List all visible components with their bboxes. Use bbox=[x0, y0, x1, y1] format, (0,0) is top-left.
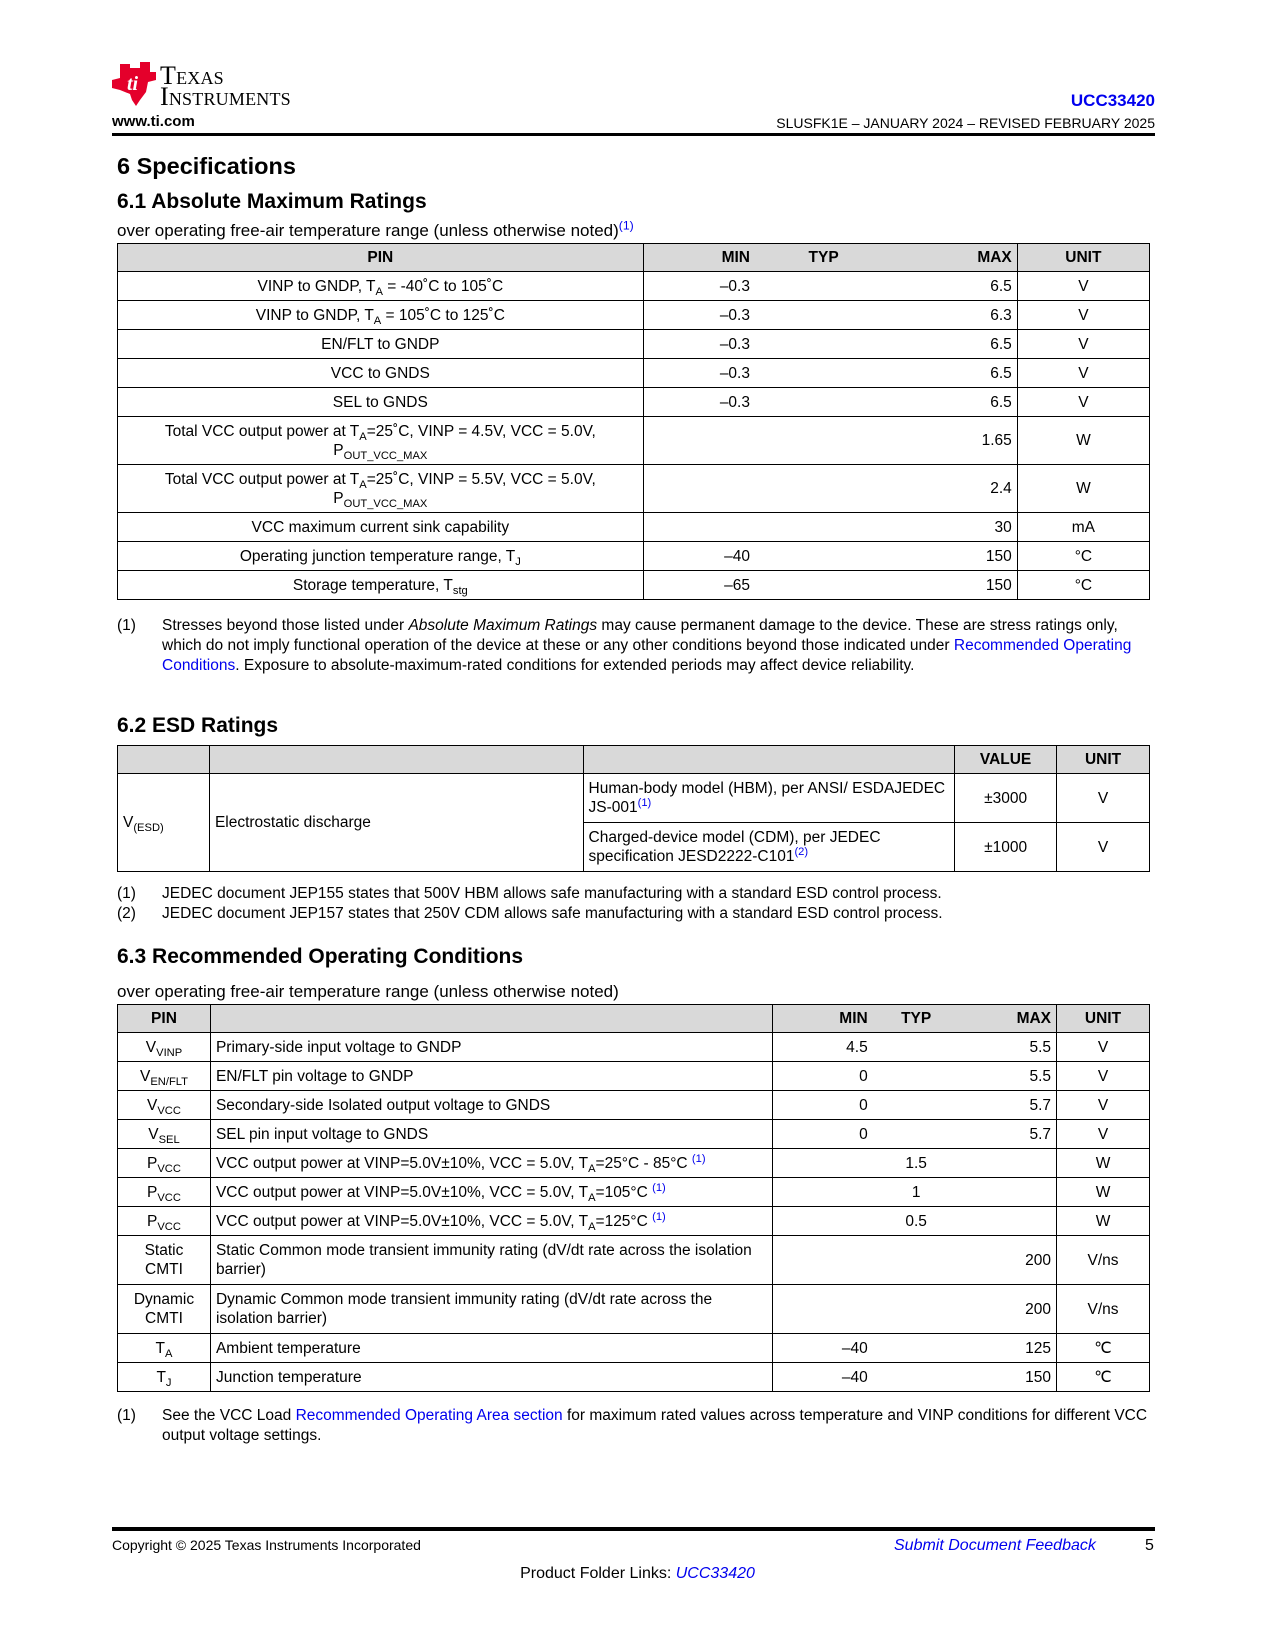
pin-cell: $V_{EN/FLT}$ bbox=[118, 1062, 211, 1091]
typ-cell bbox=[755, 301, 892, 330]
website-link[interactable]: www.ti.com bbox=[112, 113, 195, 130]
pin-cell: $V_{SEL}$ bbox=[118, 1120, 211, 1149]
max-cell: 30 bbox=[892, 513, 1017, 542]
table-row bbox=[118, 1062, 1150, 1091]
copyright: Copyright © 2025 Texas Instruments Incorporated bbox=[112, 1537, 421, 1553]
pin-cell: VCC maximum current sink capability bbox=[118, 513, 644, 542]
col-header-unit: UNIT bbox=[1057, 1005, 1150, 1033]
roc-title: 6.3 Recommended Operating Conditions bbox=[117, 945, 524, 968]
footnote-text: See the VCC Load Recommended Operating Area section for maximum rated values across temperature and VINP conditions for different VCC output voltage settings. bbox=[162, 1407, 1148, 1444]
min-cell: –40 bbox=[773, 1334, 873, 1363]
abs-max-title: 6.1 Absolute Maximum Ratings bbox=[117, 190, 427, 213]
col-header-desc bbox=[210, 1005, 772, 1033]
pin-cell: VCC to GNDS bbox=[118, 359, 644, 388]
pin-cell: $T_A$ bbox=[118, 1334, 211, 1363]
table-row bbox=[118, 272, 1150, 301]
footnote-ref[interactable]: (1) bbox=[652, 1181, 666, 1194]
min-cell bbox=[773, 1207, 873, 1236]
unit-cell: V bbox=[1057, 774, 1150, 823]
roc-link[interactable]: Recommended Operating Conditions bbox=[162, 637, 1132, 674]
typ-cell bbox=[873, 1285, 960, 1334]
pin-cell: $P_{VCC}$ bbox=[118, 1149, 211, 1178]
min-cell: –0.3 bbox=[643, 388, 755, 417]
col-header-min: MIN bbox=[773, 1005, 873, 1033]
min-cell: –65 bbox=[643, 571, 755, 600]
value-cell: ±3000 bbox=[955, 774, 1057, 823]
max-cell: 200 bbox=[960, 1285, 1057, 1334]
desc-cell: Ambient temperature bbox=[210, 1334, 772, 1363]
typ-cell: 1.5 bbox=[873, 1149, 960, 1178]
caption-text: over operating free-air temperature range (unless otherwise noted) bbox=[117, 221, 619, 240]
min-cell bbox=[773, 1149, 873, 1178]
max-cell: 5.5 bbox=[960, 1062, 1057, 1091]
pin-cell: Static CMTI bbox=[118, 1236, 211, 1285]
logo-line-2: Instruments bbox=[160, 82, 291, 111]
min-cell: 4.5 bbox=[773, 1033, 873, 1062]
max-cell: 150 bbox=[892, 542, 1017, 571]
desc-cell: Static Common mode transient immunity rating (dV/dt rate across the isolation barrier) bbox=[210, 1236, 772, 1285]
abs-max-table bbox=[117, 243, 1150, 600]
table-header-row bbox=[118, 746, 1150, 774]
typ-cell bbox=[755, 571, 892, 600]
col-header-typ: TYP bbox=[755, 244, 892, 272]
typ-cell bbox=[873, 1062, 960, 1091]
pin-cell: Dynamic CMTI bbox=[118, 1285, 211, 1334]
table-row bbox=[118, 1363, 1150, 1392]
min-cell: –0.3 bbox=[643, 301, 755, 330]
col-header-min: MIN bbox=[643, 244, 755, 272]
desc-cell: Primary-side input voltage to GNDP bbox=[210, 1033, 772, 1062]
pin-cell: $V_{VCC}$ bbox=[118, 1091, 211, 1120]
table-row bbox=[118, 1285, 1150, 1334]
submit-feedback-link[interactable]: Submit Document Feedback bbox=[894, 1537, 1096, 1554]
pin-cell: $V_{VINP}$ bbox=[118, 1033, 211, 1062]
pin-cell: Operating junction temperature range, $T_J$ bbox=[118, 542, 644, 571]
footnote-text: JEDEC document JEP157 states that 250V CDM allows safe manufacturing with a standard ESD control process. bbox=[162, 905, 943, 922]
col-header-symbol bbox=[118, 746, 210, 774]
pin-cell: EN/FLT to GNDP bbox=[118, 330, 644, 359]
min-cell: 0 bbox=[773, 1062, 873, 1091]
col-header-max: MAX bbox=[960, 1005, 1057, 1033]
typ-cell: 0.5 bbox=[873, 1207, 960, 1236]
condition-cell: Human-body model (HBM), per ANSI/ ESDAJEDEC JS-001$^{(1)}$ bbox=[583, 774, 955, 823]
col-header-max: MAX bbox=[892, 244, 1017, 272]
unit-cell: °C bbox=[1017, 571, 1149, 600]
table-row bbox=[118, 1091, 1150, 1120]
desc-cell: Junction temperature bbox=[210, 1363, 772, 1392]
desc-cell: SEL pin input voltage to GNDS bbox=[210, 1120, 772, 1149]
pin-cell: VINP to GNDP, $T_A$ = -40˚C to 105˚C bbox=[118, 272, 644, 301]
table-row bbox=[118, 388, 1150, 417]
pin-cell: VINP to GNDP, $T_A$ = 105˚C to 125˚C bbox=[118, 301, 644, 330]
max-cell: 200 bbox=[960, 1236, 1057, 1285]
max-cell bbox=[960, 1178, 1057, 1207]
pin-cell: Total VCC output power at $T_A=25˚C$, VINP = 5.5V, VCC = 5.0V, $P_{OUT\_VCC\_MAX}$ bbox=[118, 465, 644, 513]
unit-cell: ℃ bbox=[1057, 1363, 1150, 1392]
logo-line-1: Texas bbox=[160, 61, 224, 90]
table-row bbox=[118, 1149, 1150, 1178]
max-cell: 125 bbox=[960, 1334, 1057, 1363]
desc-cell: Secondary-side Isolated output voltage to GNDS bbox=[210, 1091, 772, 1120]
pin-cell: $T_J$ bbox=[118, 1363, 211, 1392]
unit-cell: V/ns bbox=[1057, 1285, 1150, 1334]
typ-cell bbox=[873, 1091, 960, 1120]
table-row bbox=[118, 774, 1150, 823]
typ-cell: 1 bbox=[873, 1178, 960, 1207]
typ-cell bbox=[873, 1033, 960, 1062]
unit-cell: °C bbox=[1017, 542, 1149, 571]
unit-cell: V bbox=[1057, 823, 1150, 872]
unit-cell: W bbox=[1017, 417, 1149, 465]
max-cell: 150 bbox=[960, 1363, 1057, 1392]
min-cell: –0.3 bbox=[643, 359, 755, 388]
col-header-pin: PIN bbox=[118, 244, 644, 272]
min-cell bbox=[643, 465, 755, 513]
col-header-unit: UNIT bbox=[1017, 244, 1149, 272]
max-cell: 6.3 bbox=[892, 301, 1017, 330]
footnote-ref[interactable]: (1) bbox=[691, 1152, 706, 1165]
unit-cell: V bbox=[1017, 359, 1149, 388]
section-title: 6 Specifications bbox=[117, 153, 296, 179]
table-row bbox=[118, 513, 1150, 542]
unit-cell: V bbox=[1017, 388, 1149, 417]
col-header-value: VALUE bbox=[955, 746, 1057, 774]
typ-cell bbox=[873, 1120, 960, 1149]
min-cell bbox=[773, 1178, 873, 1207]
footnote-number: (2) bbox=[117, 905, 136, 922]
pin-cell: Total VCC output power at $T_A=25˚C$, VINP = 4.5V, VCC = 5.0V, $P_{OUT\_VCC\_MAX}$ bbox=[118, 417, 644, 465]
unit-cell: V bbox=[1017, 301, 1149, 330]
table-row bbox=[118, 571, 1150, 600]
unit-cell: V/ns bbox=[1057, 1236, 1150, 1285]
typ-cell bbox=[755, 359, 892, 388]
table-row bbox=[118, 1207, 1150, 1236]
value-cell: ±1000 bbox=[955, 823, 1057, 872]
col-header-typ: TYP bbox=[873, 1005, 960, 1033]
typ-cell bbox=[873, 1236, 960, 1285]
table-row bbox=[118, 1033, 1150, 1062]
table-row bbox=[118, 1120, 1150, 1149]
unit-cell: W bbox=[1017, 465, 1149, 513]
min-cell: –0.3 bbox=[643, 272, 755, 301]
table-row bbox=[118, 542, 1150, 571]
esd-title: 6.2 ESD Ratings bbox=[117, 714, 279, 737]
typ-cell bbox=[755, 513, 892, 542]
unit-cell: V bbox=[1057, 1033, 1150, 1062]
unit-cell: ℃ bbox=[1057, 1334, 1150, 1363]
desc-cell: VCC output power at VINP=5.0V±10%, VCC = 5.0V, $T_A=105^\circ C$ $^{(1)}$ bbox=[210, 1178, 772, 1207]
max-cell: 5.7 bbox=[960, 1091, 1057, 1120]
footnote-number: (1) bbox=[117, 1407, 136, 1424]
table-row bbox=[118, 465, 1150, 513]
max-cell: 1.65 bbox=[892, 417, 1017, 465]
footnote-ref[interactable]: (1) bbox=[618, 218, 634, 233]
roc-caption: over operating free-air temperature range (unless otherwise noted) bbox=[117, 982, 619, 1001]
ti-logo-icon bbox=[110, 60, 158, 108]
desc-cell: VCC output power at VINP=5.0V±10%, VCC = 5.0V, $T_A=25^\circ C - 85^\circ C$ $^{(1)}$ bbox=[210, 1149, 772, 1178]
max-cell: 6.5 bbox=[892, 330, 1017, 359]
unit-cell: W bbox=[1057, 1149, 1150, 1178]
pin-cell: $P_{VCC}$ bbox=[118, 1178, 211, 1207]
typ-cell bbox=[755, 330, 892, 359]
table-row bbox=[118, 1178, 1150, 1207]
desc-cell: VCC output power at VINP=5.0V±10%, VCC = 5.0V, $T_A=125^\circ C$ $^{(1)}$ bbox=[210, 1207, 772, 1236]
condition-cell: Charged-device model (CDM), per JEDEC specification JESD2222-C101$^{(2)}$ bbox=[583, 823, 955, 872]
pin-cell: Storage temperature, $T_{stg}$ bbox=[118, 571, 644, 600]
min-cell: 0 bbox=[773, 1091, 873, 1120]
roa-section-link[interactable]: Recommended Operating Area section bbox=[295, 1407, 563, 1424]
max-cell: 6.5 bbox=[892, 272, 1017, 301]
max-cell: 6.5 bbox=[892, 359, 1017, 388]
min-cell: 0 bbox=[773, 1120, 873, 1149]
typ-cell bbox=[755, 542, 892, 571]
table-row bbox=[118, 1334, 1150, 1363]
footnote-number: (1) bbox=[117, 885, 136, 902]
table-row bbox=[118, 359, 1150, 388]
product-folder-links bbox=[0, 1565, 1275, 1583]
max-cell: 2.4 bbox=[892, 465, 1017, 513]
desc-cell: Dynamic Common mode transient immunity rating (dV/dt rate across the isolation barrier) bbox=[210, 1285, 772, 1334]
table-row bbox=[118, 417, 1150, 465]
svg-text:ti: ti bbox=[127, 73, 139, 95]
footnote-ref[interactable]: (2) bbox=[794, 845, 809, 858]
typ-cell bbox=[755, 388, 892, 417]
typ-cell bbox=[873, 1334, 960, 1363]
table-row bbox=[118, 301, 1150, 330]
max-cell: 5.7 bbox=[960, 1120, 1057, 1149]
col-header-unit: UNIT bbox=[1057, 746, 1150, 774]
param-cell: Electrostatic discharge bbox=[209, 774, 583, 872]
table-header-row bbox=[118, 1005, 1150, 1033]
max-cell bbox=[960, 1149, 1057, 1178]
footer-rule bbox=[112, 1527, 1155, 1531]
esd-table bbox=[117, 745, 1150, 872]
symbol-cell: $V_{(ESD)}$ bbox=[118, 774, 210, 872]
doc-revision: SLUSFK1E – JANUARY 2024 – REVISED FEBRUARY 2025 bbox=[776, 115, 1155, 131]
typ-cell bbox=[755, 417, 892, 465]
part-number-link[interactable]: UCC33420 bbox=[1070, 91, 1155, 110]
min-cell: –40 bbox=[643, 542, 755, 571]
folder-label: Product Folder Links: bbox=[520, 1565, 676, 1582]
desc-cell: EN/FLT pin voltage to GNDP bbox=[210, 1062, 772, 1091]
min-cell: –40 bbox=[773, 1363, 873, 1392]
pin-cell: SEL to GNDS bbox=[118, 388, 644, 417]
col-header-condition bbox=[583, 746, 955, 774]
unit-cell: V bbox=[1017, 272, 1149, 301]
product-folder-link[interactable]: UCC33420 bbox=[675, 1565, 755, 1582]
roc-table bbox=[117, 1004, 1150, 1392]
unit-cell: V bbox=[1057, 1120, 1150, 1149]
unit-cell: W bbox=[1057, 1207, 1150, 1236]
esd-footnote-1 bbox=[117, 884, 1157, 906]
footnote-ref[interactable]: (1) bbox=[637, 796, 652, 809]
footnote-ref[interactable]: (1) bbox=[652, 1210, 666, 1223]
col-header-param bbox=[209, 746, 583, 774]
typ-cell bbox=[755, 465, 892, 513]
unit-cell: V bbox=[1057, 1062, 1150, 1091]
max-cell bbox=[960, 1207, 1057, 1236]
min-cell bbox=[773, 1236, 873, 1285]
unit-cell: V bbox=[1017, 330, 1149, 359]
abs-max-footnote bbox=[117, 616, 1157, 700]
footnote-text: Stresses beyond those listed under Absolute Maximum Ratings may cause permanent damage to the device. These are stress ratings only, which do not imply functional operation of the device at these or any other conditions beyond those indicated under Recommended Operating Conditions. Exposure to absolute-maximum-rated conditions for extended periods may affect device reliability. bbox=[162, 617, 1132, 674]
table-header-row bbox=[118, 244, 1150, 272]
max-cell: 150 bbox=[892, 571, 1017, 600]
footnote-number: (1) bbox=[117, 617, 136, 634]
abs-max-caption bbox=[117, 218, 634, 241]
min-cell: –0.3 bbox=[643, 330, 755, 359]
footnote-text: JEDEC document JEP155 states that 500V HBM allows safe manufacturing with a standard ESD control process. bbox=[162, 885, 942, 902]
table-row bbox=[118, 1236, 1150, 1285]
typ-cell bbox=[873, 1363, 960, 1392]
esd-footnote-2 bbox=[117, 904, 1157, 926]
ti-logo[interactable] bbox=[110, 58, 315, 110]
pin-cell: $P_{VCC}$ bbox=[118, 1207, 211, 1236]
table-row bbox=[118, 330, 1150, 359]
header-rule bbox=[112, 133, 1155, 136]
max-cell: 5.5 bbox=[960, 1033, 1057, 1062]
roc-footnote bbox=[117, 1406, 1157, 1450]
unit-cell: mA bbox=[1017, 513, 1149, 542]
min-cell bbox=[643, 417, 755, 465]
page-number: 5 bbox=[1145, 1537, 1154, 1554]
max-cell: 6.5 bbox=[892, 388, 1017, 417]
col-header-pin: PIN bbox=[118, 1005, 211, 1033]
ti-logo-text bbox=[160, 61, 291, 111]
unit-cell: W bbox=[1057, 1178, 1150, 1207]
unit-cell: V bbox=[1057, 1091, 1150, 1120]
min-cell bbox=[773, 1285, 873, 1334]
typ-cell bbox=[755, 272, 892, 301]
min-cell bbox=[643, 513, 755, 542]
